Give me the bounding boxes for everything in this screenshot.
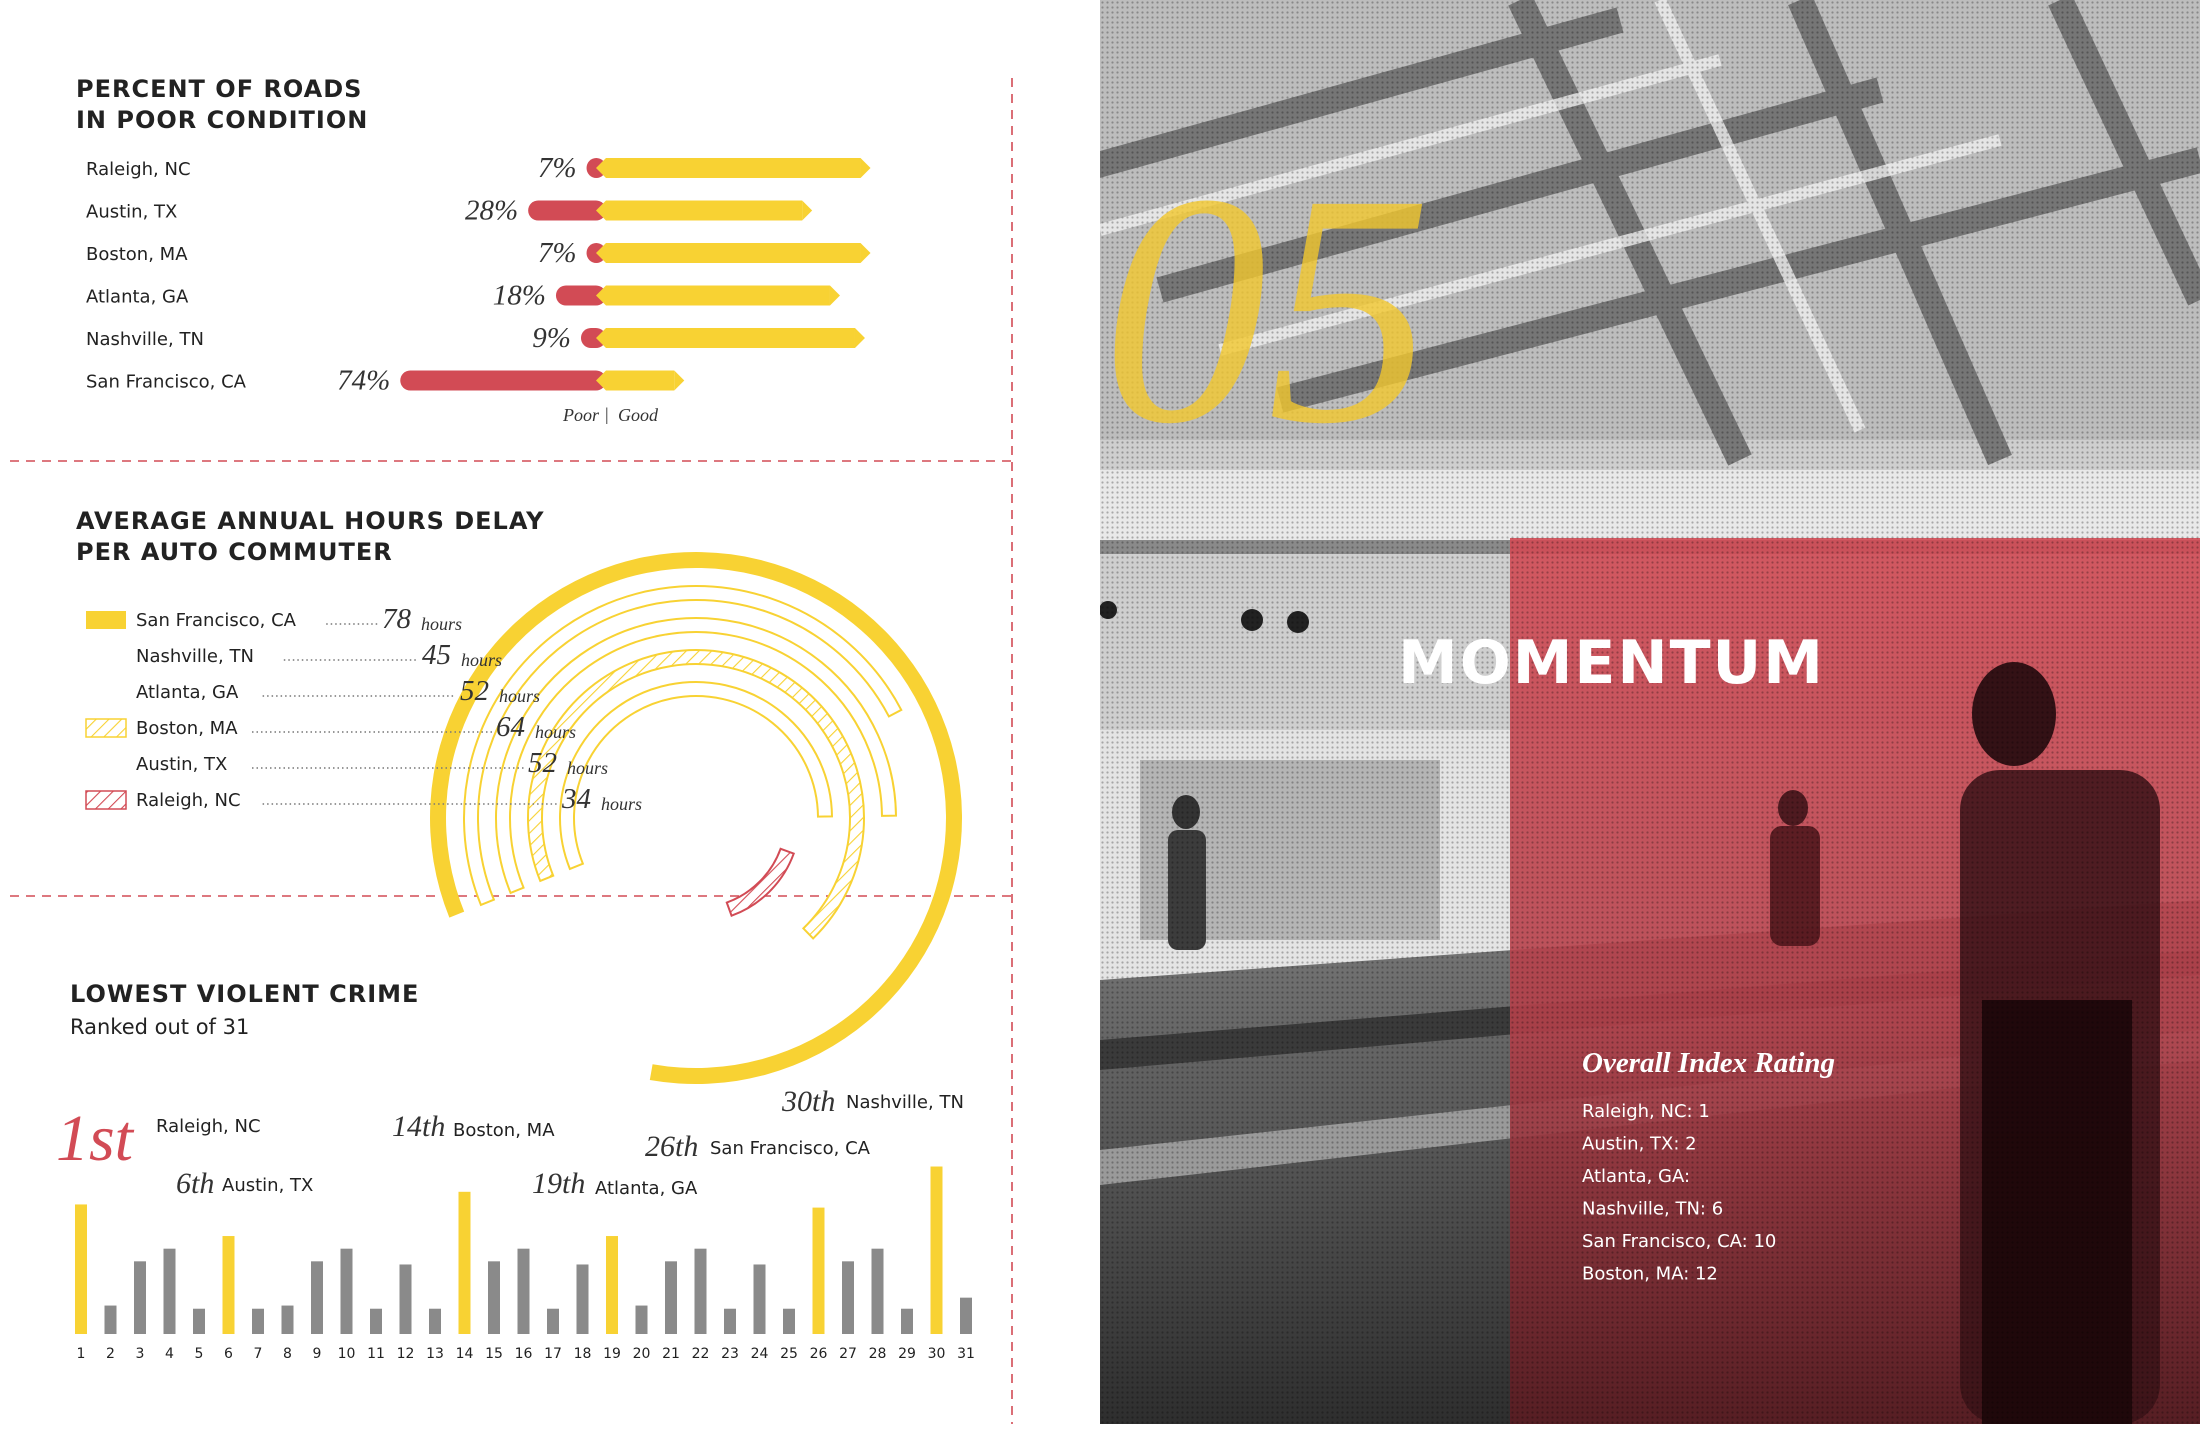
roads-title-line1: PERCENT OF ROADS [76,75,363,103]
crime-tick-label: 3 [135,1346,145,1362]
roads-city-label: Atlanta, GA [86,286,189,308]
roads-city-label: Nashville, TN [86,329,204,350]
roads-value-label: 9% [532,322,571,354]
section-title: MOMENTUM [1398,628,1825,698]
crime-bar [429,1309,441,1334]
crime-title: LOWEST VIOLENT CRIME [70,980,420,1008]
crime-tick-label: 18 [573,1346,592,1362]
crime-tick-label: 27 [839,1346,857,1362]
crime-tick-label: 30 [927,1346,946,1362]
roads-bar-good [606,286,830,306]
crime-bar [842,1261,854,1334]
index-item: Boston, MA: 12 [1582,1263,1718,1285]
crime-tick-label: 2 [106,1346,115,1362]
delay-city-label: Austin, TX [136,754,228,775]
crime-tick-label: 4 [165,1346,174,1362]
roads-bar-good-tip [802,201,812,221]
index-item: Atlanta, GA: [1582,1166,1691,1187]
crime-tick-label: 21 [662,1346,680,1362]
crime-bar [783,1309,795,1334]
crime-bar [252,1309,264,1334]
roads-bar-good-tip [861,158,871,178]
crime-bar [577,1264,589,1334]
crime-rank-label: 1st [56,1102,134,1175]
delay-value: 52 [528,747,557,779]
crime-tick-label: 9 [312,1346,322,1362]
delay-city-label: Raleigh, NC [136,790,241,811]
roads-city-label: Austin, TX [86,201,178,223]
crime-tick-label: 17 [544,1346,562,1362]
index-item: San Francisco, CA: 10 [1582,1231,1777,1252]
delay-title-line1: AVERAGE ANNUAL HOURS DELAY [76,507,545,535]
crime-bar [636,1306,648,1334]
crime-city-label: Boston, MA [453,1120,555,1141]
crime-bar [370,1309,382,1334]
roads-bar-good-tip [855,328,865,348]
delay-value: 64 [496,711,525,743]
crime-bar [724,1309,736,1334]
crime-tick-label: 12 [396,1346,415,1362]
crime-bar-highlight [223,1236,235,1334]
crime-city-label: Atlanta, GA [595,1178,698,1199]
roads-bar-poor [400,371,606,391]
roads-bar-poor [528,201,606,221]
crime-tick-label: 14 [455,1346,474,1362]
delay-city-label: San Francisco, CA [136,610,296,631]
crime-bar [134,1261,146,1334]
crime-bar [547,1309,559,1334]
delay-value: 52 [460,675,489,707]
crime-tick-label: 1 [76,1346,86,1362]
crime-bar [754,1264,766,1334]
photo-page [1100,0,2200,1424]
legend-good-label: Good [618,405,658,425]
crime-bar [105,1306,117,1334]
roads-bar-good [606,328,855,348]
crime-rank-label: 26th [645,1130,699,1163]
crime-bar [400,1264,412,1334]
roads-bar-good-tip [830,286,840,306]
index-item: Austin, TX: 2 [1582,1133,1697,1155]
crime-bar [311,1261,323,1334]
roads-value-label: 74% [337,364,391,397]
crime-tick-label: 5 [194,1346,204,1362]
crime-bar [901,1309,913,1334]
legend-separator: | [605,404,609,424]
crime-tick-label: 25 [780,1346,798,1362]
crime-subtitle: Ranked out of 31 [70,1015,250,1039]
crime-bar-highlight [459,1192,471,1334]
delay-value: 45 [422,639,451,671]
crime-tick-label: 7 [253,1346,263,1362]
delay-arc [727,849,794,916]
delay-unit: hours [601,794,643,814]
crime-bar [695,1249,707,1334]
delay-city-label: Boston, MA [136,718,238,739]
crime-bar [282,1306,294,1334]
infographic-canvas [0,0,1100,1424]
crime-tick-label: 31 [957,1346,975,1362]
delay-unit: hours [567,758,609,778]
roads-value-label: 28% [464,194,519,227]
roads-bar-good-tip [674,371,684,391]
legend-swatch-solid [86,611,126,629]
crime-chart [56,1085,975,1362]
crime-tick-label: 8 [283,1346,292,1362]
crime-bar [518,1249,530,1334]
roads-city-label: Boston, MA [86,244,188,265]
legend-poor-label: Poor [563,405,599,425]
roads-bar-good [606,158,861,178]
crime-tick-label: 26 [809,1346,828,1362]
crime-rank-label: 14th [392,1110,446,1143]
delay-title-line2: PER AUTO COMMUTER [76,538,393,566]
crime-tick-label: 15 [485,1346,503,1362]
infographic-page [0,0,1100,1424]
delay-city-label: Atlanta, GA [136,682,239,703]
crime-bar [872,1249,884,1334]
crime-bar-highlight [606,1236,618,1334]
roads-value-label: 7% [537,152,577,184]
crime-bar [665,1261,677,1334]
crime-rank-label: 6th [176,1167,215,1200]
delay-unit: hours [461,650,503,670]
legend-swatch-hatched-red [86,791,126,809]
legend-swatch-hatched [86,719,126,737]
roads-city-label: San Francisco, CA [86,371,246,393]
index-title: Overall Index Rating [1582,1047,1835,1079]
index-item: Raleigh, NC: 1 [1582,1101,1710,1122]
section-number: 05 [1102,127,1432,492]
crime-city-label: San Francisco, CA [710,1138,870,1159]
delay-value: 34 [562,783,591,815]
crime-tick-label: 13 [426,1346,444,1362]
delay-unit: hours [535,722,577,742]
roads-chart [86,152,871,397]
index-item: Nashville, TN: 6 [1582,1198,1724,1220]
roads-city-label: Raleigh, NC [86,159,191,180]
crime-tick-label: 22 [691,1346,710,1362]
photo-canvas [1100,0,2200,1424]
delay-unit: hours [499,686,541,706]
delay-value: 78 [382,603,411,635]
crime-bar [960,1298,972,1334]
crime-city-label: Nashville, TN [846,1092,964,1113]
crime-bar [164,1249,176,1334]
roads-value-label: 7% [537,237,577,269]
crime-bar [193,1309,205,1334]
crime-bar-highlight [813,1208,825,1334]
crime-tick-label: 24 [750,1346,769,1362]
roads-bar-good [606,243,861,263]
crime-tick-label: 28 [868,1346,887,1362]
crime-tick-label: 20 [632,1346,651,1362]
crime-tick-label: 11 [367,1346,385,1362]
crime-bar-highlight [931,1167,943,1334]
crime-tick-label: 19 [603,1346,621,1362]
roads-bar-good [606,371,674,391]
crime-city-label: Raleigh, NC [156,1116,261,1137]
roads-title-line2: IN POOR CONDITION [76,106,369,134]
crime-rank-label: 30th [782,1085,836,1118]
roads-bar-good-tip [861,243,871,263]
roads-bar-good [606,201,802,221]
crime-rank-label: 19th [532,1167,586,1200]
crime-bar [488,1261,500,1334]
delay-unit: hours [421,614,463,634]
crime-bar [341,1249,353,1334]
crime-city-label: Austin, TX [222,1175,314,1196]
crime-bar-highlight [75,1204,87,1334]
crime-tick-label: 10 [337,1346,356,1362]
crime-tick-label: 23 [721,1346,739,1362]
delay-city-label: Nashville, TN [136,646,254,667]
roads-value-label: 18% [492,279,546,312]
crime-tick-label: 6 [224,1346,233,1362]
crime-tick-label: 16 [514,1346,533,1362]
crime-tick-label: 29 [898,1346,916,1362]
